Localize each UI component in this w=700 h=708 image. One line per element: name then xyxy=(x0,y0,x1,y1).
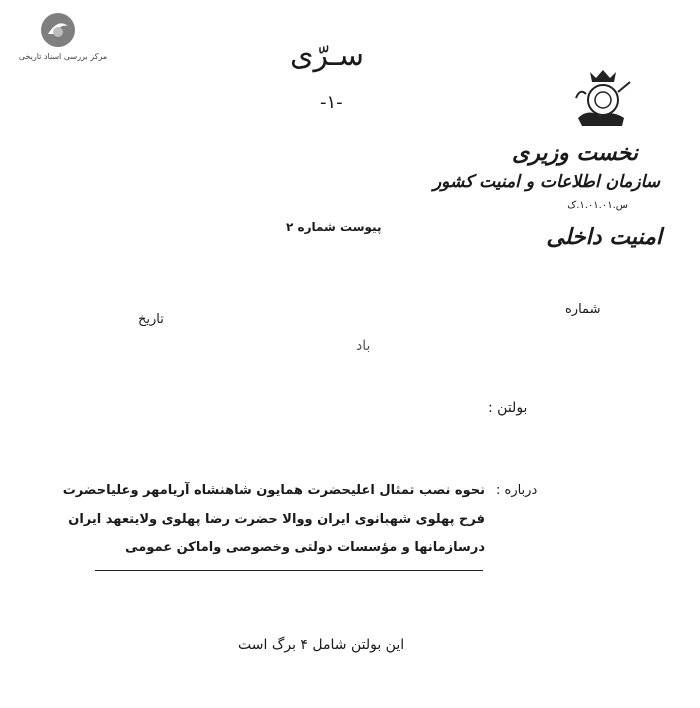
faint-mark: باد xyxy=(356,338,371,354)
letterhead-code: س.۱.۰۱.۰۱.ک xyxy=(567,200,628,211)
letterhead-ministry: نخست وزیری xyxy=(512,140,638,166)
attachment-label: پیوست شماره ۲ xyxy=(286,220,382,234)
lion-and-sun-emblem-icon xyxy=(572,68,634,134)
bulletin-label: بولتن : xyxy=(488,400,528,416)
subject-line: فرح پهلوی شهبانوی ایران ووالا حضرت رضا پهلوی ولایتعهد ایران xyxy=(68,512,485,527)
number-label: شماره xyxy=(565,302,601,317)
internal-security-stamp: امنیت داخلی xyxy=(546,224,662,250)
letterhead-organization: سازمان اطلاعات و امنیت کشور xyxy=(432,172,660,192)
divider xyxy=(95,570,483,571)
classification-heading: سـرّی xyxy=(290,38,364,73)
subject-line: نحوه نصب تمثال اعلیحضرت همایون شاهنشاه آریامهر وعلیاحضرت xyxy=(62,483,485,498)
archive-logo-icon xyxy=(40,12,76,48)
sheet-count: این بولتن شامل ۴ برگ است xyxy=(238,637,405,653)
subject-line: درسازمانها و مؤسسات دولتی وخصوصی واماکن عمومی xyxy=(125,540,485,555)
archive-logo xyxy=(18,12,108,62)
page-number: -۱- xyxy=(320,92,343,113)
subject-label: درباره : xyxy=(496,483,538,498)
date-label: تاریخ xyxy=(138,312,164,327)
archive-logo-text: مرکز بررسی اسناد تاریخی xyxy=(18,52,108,61)
